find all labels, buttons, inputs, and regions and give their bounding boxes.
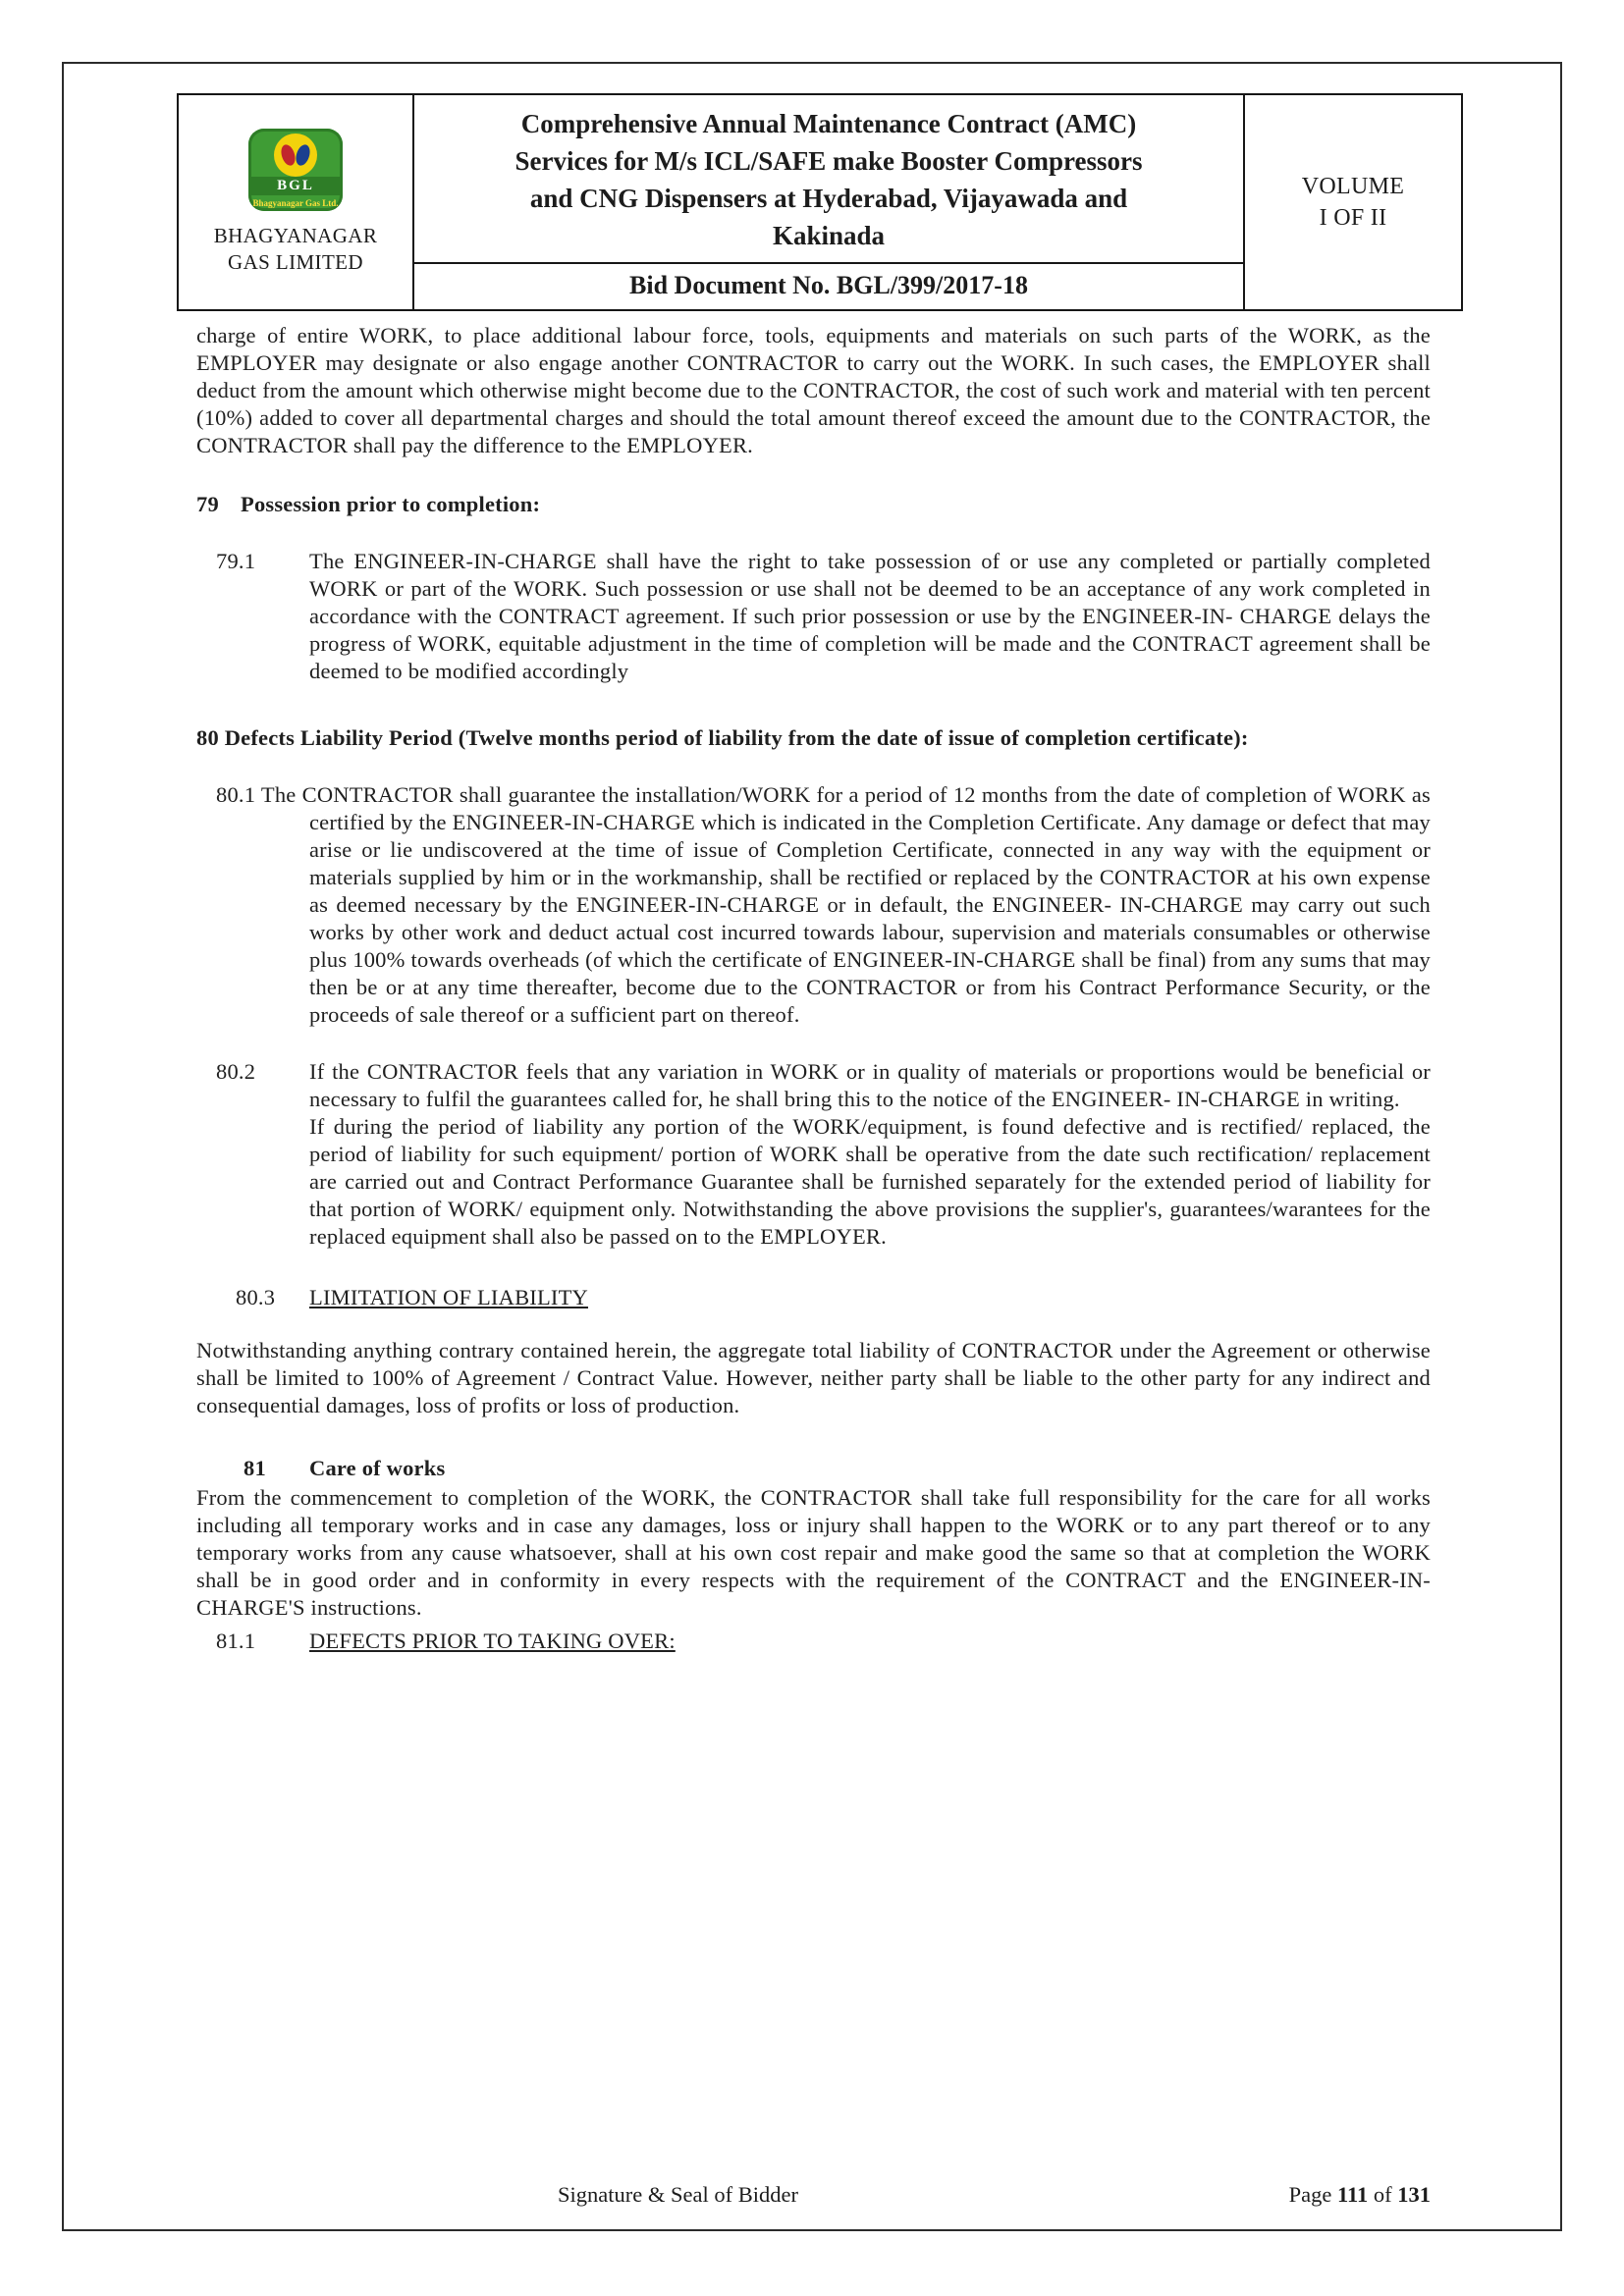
clause-80-3-heading: LIMITATION OF LIABILITY <box>309 1285 588 1309</box>
clause-80-2-paragraph-2: If during the period of liability any portion of the WORK/equipment, is found defective and is rectified/ replaced, the period of liability for such equipment/ portion of WORK shall be operative from the date such rectification/ replacement are carried out and Contract Performance Guarantee shall be furnished separately for the extended period of liability for that portion of WORK/ equipment only. Notwithstanding the above provisions the supplier's, guarantees/warantees for the replaced equipment shall also be passed on to the EMPLOYER. <box>309 1114 1431 1249</box>
volume-value: I OF II <box>1319 205 1387 231</box>
title-line-3: and CNG Dispensers at Hyderabad, Vijayawada and <box>529 184 1128 213</box>
clause-80-3-number: 80.3 <box>236 1285 276 1309</box>
clause-81-1-number: 81.1 <box>216 1629 256 1653</box>
logo-cell <box>179 95 414 309</box>
logo-flame-red-icon <box>279 143 298 168</box>
clause-79-1-number: 79.1 <box>216 549 256 573</box>
clause-81-1-row <box>196 1628 1431 1655</box>
company-name-line2: GAS LIMITED <box>228 250 363 274</box>
clause-80-1-text: The CONTRACTOR shall guarantee the installation/WORK for a period of 12 months from the date of completion of WORK as certified by the ENGINEER-IN-CHARGE which is indicated in the Completion Certificate. Any damage or defect that may arise or lie undiscovered at the time of issue of Completion Certificate, connected in any way with the equipment or materials supplied by him or in the workmanship, shall be rectified or replaced by the CONTRACTOR at his own expense as deemed necessary by the ENGINEER-IN-CHARGE or in default, the ENGINEER- IN-CHARGE may carry out such works by other work and deduct actual cost incurred towards labour, supervision and materials consumables or otherwise plus 100% towards overheads (of which the certificate of ENGINEER-IN-CHARGE shall be final) from any sums that may then be or at any time thereafter, become due to the CONTRACTOR or from his Contract Performance Security, or the proceeds of sale thereof or a sufficient part on thereof. <box>260 782 1431 1027</box>
title-line-4: Kakinada <box>772 221 886 250</box>
bgl-logo-icon <box>248 129 343 211</box>
document-title <box>432 105 1225 254</box>
bid-document-number: Bid Document No. BGL/399/2017-18 <box>414 262 1243 309</box>
section-80-number: 80 <box>196 725 219 750</box>
page-label: Page <box>1288 2182 1332 2207</box>
clause-79-1 <box>196 548 1431 685</box>
page-total: 131 <box>1397 2182 1431 2207</box>
clause-80-2-text <box>309 1058 1431 1251</box>
title-line-2: Services for M/s ICL/SAFE make Booster Compressors <box>514 146 1143 176</box>
signature-line: Signature & Seal of Bidder <box>558 2182 798 2207</box>
clause-80-3-text: Notwithstanding anything contrary contained herein, the aggregate total liability of CONTRACTOR under the Agreement or otherwise shall be limited to 100% of Agreement / Contract Value. However, neither party shall be liable to the other party for any indirect and consequential damages, loss of profits or loss of production. <box>196 1338 1431 1417</box>
document-body <box>196 322 1431 1655</box>
title-line-1: Comprehensive Annual Maintenance Contract (AMC) <box>520 109 1137 138</box>
volume-cell <box>1245 95 1461 309</box>
clause-81-1-heading: DEFECTS PRIOR TO TAKING OVER: <box>309 1629 676 1653</box>
paragraph-continuation: charge of entire WORK, to place additional labour force, tools, equipments and materials on such parts of the WORK, as the EMPLOYER may designate or also engage another CONTRACTOR to carry out the WORK. In such cases, the EMPLOYER shall deduct from the amount which otherwise might become due to the CONTRACTOR, the cost of such work and material with ten percent (10%) added to cover all departmental charges and should the total amount thereof exceed the amount due to the CONTRACTOR, the CONTRACTOR shall pay the difference to the EMPLOYER. <box>196 323 1431 457</box>
section-80-heading <box>196 724 1431 752</box>
section-79-heading <box>196 491 1431 518</box>
section-81-title: Care of works <box>309 1456 446 1480</box>
page-number <box>1289 2181 1431 2209</box>
clause-80-2 <box>196 1058 1431 1251</box>
logo-flame-blue-icon <box>294 143 312 168</box>
page-current: 111 <box>1336 2182 1369 2207</box>
clause-80-2-number: 80.2 <box>216 1059 256 1084</box>
section-79-title: Possession prior to completion: <box>241 492 541 516</box>
volume-label: VOLUME <box>1301 174 1405 199</box>
section-81-number: 81 <box>244 1456 266 1480</box>
section-80-title: Defects Liability Period (Twelve months period of liability from the date of issue of completion certificate): <box>224 725 1249 750</box>
page-of: of <box>1373 2182 1392 2207</box>
logo-sun-shape <box>274 133 317 177</box>
logo-tagline: Bhagyanagar Gas Ltd. <box>252 198 339 208</box>
title-cell <box>414 95 1245 309</box>
clause-80-2-paragraph-1: If the CONTRACTOR feels that any variation in WORK or in quality of materials or proportions would be beneficial or necessary to fulfil the guarantees called for, he shall bring this to the notice of the ENGINEER- IN-CHARGE in writing. <box>309 1059 1431 1111</box>
clause-80-1 <box>196 781 1431 1029</box>
section-81-heading-row <box>196 1455 1431 1482</box>
clause-79-1-text: The ENGINEER-IN-CHARGE shall have the right to take possession of or use any completed or partially completed WORK or part of the WORK. Such possession or use shall not be deemed to be an acceptance of any work completed in accordance with the CONTRACT agreement. If such prior possession or use by the ENGINEER-IN- CHARGE delays the progress of WORK, equitable adjustment in the time of completion will be made and the CONTRACT agreement shall be deemed to be modified accordingly <box>309 549 1431 683</box>
logo-acronym: BGL <box>248 177 343 195</box>
company-name <box>214 223 378 276</box>
clause-80-3-heading-row <box>196 1284 1431 1311</box>
section-79-number: 79 <box>196 492 219 516</box>
document-header <box>177 93 1463 311</box>
clause-80-1-number: 80.1 <box>216 782 256 807</box>
section-81-text: From the commencement to completion of the WORK, the CONTRACTOR shall take full responsibility for the care for all works including all temporary works and in case any damages, loss or injury shall happen to the WORK or to any part thereof or to any temporary works from any cause whatsoever, shall at his own cost repair and make good the same so that at completion the WORK shall be in good order and in conformity in every respects with the requirement of the CONTRACT and the ENGINEER-IN- CHARGE'S instructions. <box>196 1485 1431 1620</box>
company-name-line1: BHAGYANAGAR <box>213 224 378 247</box>
